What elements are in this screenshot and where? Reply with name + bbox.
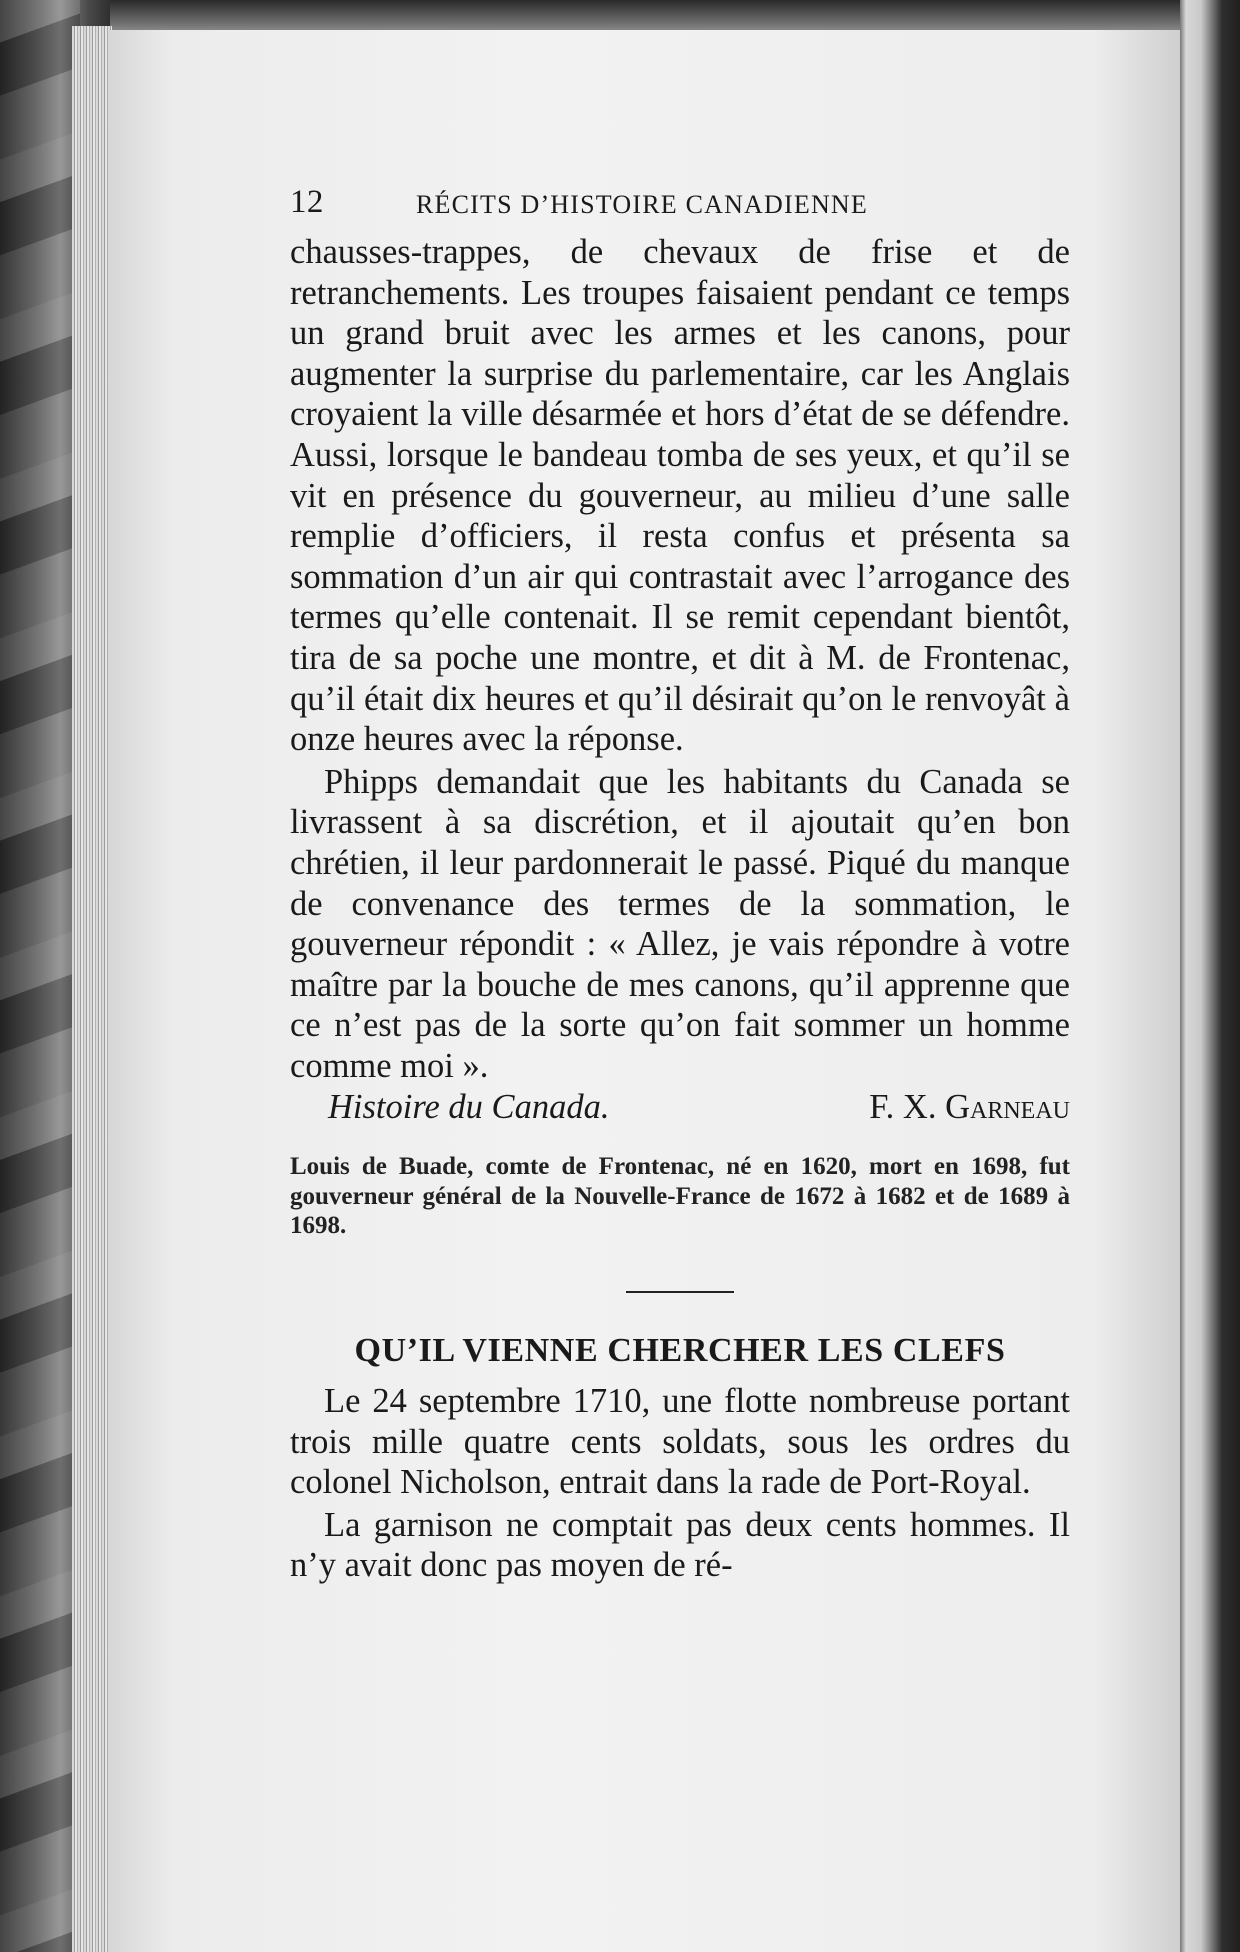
source-title: Histoire du Canada. (328, 1088, 610, 1127)
facing-page-edge (1180, 0, 1240, 1952)
paragraph-3: Le 24 septembre 1710, une flotte nombreuse portant trois mille quatre cents soldats, sous les ordres du colonel Nicholson, entrait dans la rade de Port-Royal. (290, 1381, 1070, 1502)
running-title: RÉCITS D’HISTOIRE CANADIENNE (416, 190, 868, 219)
source-citation (290, 1086, 1070, 1128)
running-head (290, 184, 1070, 232)
paragraph-2: Phipps demandait que les habitants du Canada se livrassent à sa discrétion, et il ajoutait qu’en bon chrétien, il leur pardonnerait le passé. Piqué du manque de convenance des termes de la sommation, le gouverneur répondit : « Allez, je vais répondre à votre maître par la bouche de mes canons, qu’il apprenne que ce n’est pas de la sorte qu’on fait sommer un homme comme moi ». (290, 762, 1070, 1085)
page-text-block (290, 184, 1070, 1586)
biographical-note: Louis de Buade, comte de Frontenac, né en 1620, mort en 1698, fut gouverneur général de la Nouvelle-France de 1672 à 1682 et de 1689 à 1698. (290, 1153, 1070, 1240)
paragraph-4: La garnison ne comptait pas deux cents hommes. Il n’y avait donc pas moyen de ré- (290, 1505, 1070, 1585)
section-divider (626, 1291, 734, 1293)
cover-pattern (0, 0, 80, 1952)
page-number: 12 (290, 184, 324, 220)
page-stack-edges (72, 26, 112, 1952)
section-title: QU’IL VIENNE CHERCHER LES CLEFS (354, 1331, 1006, 1369)
source-author: F. X. Garneau (869, 1088, 1070, 1127)
paragraph-1: chausses-trappes, de chevaux de frise et de retranchements. Les troupes faisaient pendant ce temps un grand bruit avec les armes et les canons, pour augmenter la surprise du parlementaire, car les Anglais croyaient la ville désarmée et hors d’état de se défendre. Aussi, lorsque le bandeau tomba de ses yeux, et qu’il se vit en présence du gouverneur, au milieu d’une salle remplie d’officiers, il resta confus et présenta sa sommation d’un air qui contrastait avec l’arrogance des termes qu’elle contenait. Il se remit cependant bientôt, tira de sa poche une montre, et dit à M. de Frontenac, qu’il était dix heures et qu’il désirait qu’on le renvoyât à onze heures avec la réponse. (290, 233, 1070, 759)
